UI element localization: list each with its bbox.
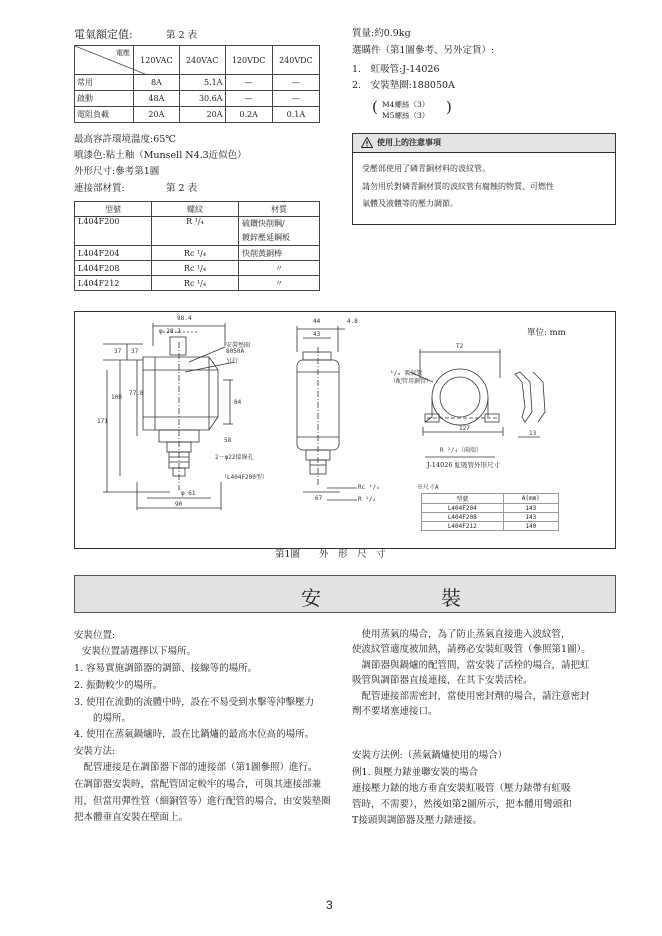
right-para-line: 配管連接部需密封，當使用密封劑的場合，請注意密封 <box>352 691 590 702</box>
rating-cell: — <box>225 75 272 91</box>
material-table-no: 第 2 表 <box>166 183 198 194</box>
rating-cell: 48A <box>134 91 180 107</box>
accessories: 選購件（第1圖參考、另外定貨）: <box>352 45 495 56</box>
rating-col: 120VAC <box>134 46 180 75</box>
unit-label: 單位: mm <box>527 328 566 338</box>
front-view <box>103 323 235 510</box>
spec-max-temp: 最高容許環境溫度:65℃ <box>74 134 176 145</box>
location-title: 安裝位置: <box>74 630 116 641</box>
rating-cell: — <box>272 91 319 107</box>
rating-cell: 5.1A <box>179 75 225 91</box>
table-row <box>75 276 320 291</box>
mass: 質量:約0.9kg <box>352 28 411 39</box>
rating-row-label: 啟動 <box>75 91 134 107</box>
rating-cell: 20A <box>179 107 225 123</box>
screw-2: M5螺絲（3） <box>382 111 430 120</box>
dim-label: 37 <box>114 348 122 355</box>
method-line: 配管連接是在調節器下部的連接部（第1圖參照）進行。 <box>74 762 318 773</box>
rating-header-label: 電壓 <box>116 49 130 57</box>
rating-cell: 20A <box>134 107 180 123</box>
dim-label: 127 <box>459 425 470 432</box>
thread-label: Rc ¹/₄ <box>358 484 380 491</box>
side-view <box>297 326 357 500</box>
material-cell: 〃 <box>239 276 320 291</box>
right-para-line: 吸管與調節器直接連接，在其下安裝活栓。 <box>352 675 533 686</box>
siphon-view <box>410 349 545 457</box>
dim-label: 13 <box>529 430 537 437</box>
bracket-right: ) <box>446 98 452 116</box>
screw-1: M4螺絲（3） <box>382 100 430 109</box>
material-header: 型號 <box>75 202 152 217</box>
bracket-left: ( <box>372 98 378 116</box>
dim-label: 4.8 <box>347 318 358 325</box>
rating-cell: — <box>225 91 272 107</box>
example-line: 連接壓力錶的地方垂直安裝虹吸管（壓力錶帶有虹吸 <box>352 783 571 794</box>
size-cell: L404F212 <box>422 522 504 531</box>
page-number: 3 <box>326 898 333 912</box>
pad-number: 8050A <box>226 348 245 355</box>
right-para-line: 劑不要堵塞連接口。 <box>352 706 438 717</box>
pipe-note: （配管用銅管） <box>390 378 433 385</box>
table-row <box>75 107 320 123</box>
rating-title: 電氣額定值: <box>74 28 133 41</box>
caution-line: 氣體及液體等的壓力調節。 <box>362 199 458 208</box>
material-model: L404F204 <box>75 246 152 261</box>
material-table <box>74 201 320 291</box>
method-title: 安裝方法: <box>74 746 116 757</box>
section-title: 安 裝 <box>301 586 511 610</box>
material-thread: Rc ¹/₄ <box>152 261 239 276</box>
dim-label: 171 <box>97 418 108 425</box>
dim-label: 58 <box>224 437 232 444</box>
spec-paint: 噴漆色:粘土釉（Munsell N4.3近似色） <box>74 150 247 161</box>
pad-note: 另行 <box>226 358 239 365</box>
table-row <box>422 513 559 522</box>
dim-label: 37 <box>131 348 139 355</box>
section-header <box>74 575 616 613</box>
rating-cell: — <box>272 75 319 91</box>
size-cell: 143 <box>503 504 558 513</box>
size-header: 型號 <box>422 494 504 504</box>
dim-label: 67 <box>315 495 323 502</box>
location-intro: 安裝位置請選擇以下場所。 <box>82 646 197 657</box>
size-cell: 140 <box>503 522 558 531</box>
material-thread: R ¹/₄ <box>152 217 239 246</box>
caution-box <box>352 133 616 225</box>
location-item: 1. 容易實施調節器的調節、接線等的場所。 <box>74 663 258 674</box>
example-title: 安裝方法例:（蒸氣鍋爐使用的場合） <box>352 750 508 761</box>
material-line: 鍍鋅壓延鋼板 <box>242 233 290 242</box>
rating-cell: 0.2A <box>225 107 272 123</box>
figure-box <box>74 311 616 549</box>
material-thread: Rc ¹/₄ <box>152 276 239 291</box>
model-note: （L404F200型） <box>221 474 268 481</box>
thread-label: R ¹/₄（兩端） <box>440 447 483 454</box>
material-line: 硫鑽快削鋼/ <box>242 219 285 228</box>
caution-line: 請勿用於對磷青銅材質的波紋管有腐蝕的物質、可燃性 <box>362 182 554 191</box>
material-cell: 〃 <box>239 261 320 276</box>
dim-label: 90 <box>175 501 183 508</box>
rating-col: 120VDC <box>225 46 272 75</box>
corner-diagonal <box>75 46 145 74</box>
rating-corner-cell <box>75 46 134 75</box>
caution-line: 受壓部使用了磷青銅材料的波紋管。 <box>362 164 490 173</box>
material-thread: Rc ¹/₄ <box>152 246 239 261</box>
size-table <box>421 493 559 531</box>
location-item: 3. 使用在流動的流體中時，設在不易受到水擊等沖擊壓力 <box>74 697 315 708</box>
example-line: 管時，不需要），然後如第2圖所示，把本體用彎頭和 <box>352 799 572 810</box>
right-para-line: 使波紋管適度被加熱，請務必安裝虹吸管（參照第1圖）。 <box>352 644 591 655</box>
location-item: 2. 振動較少的場所。 <box>74 680 163 691</box>
rating-table-no: 第 2 表 <box>166 30 198 41</box>
material-cell: 快削黃銅棒 <box>239 246 320 261</box>
size-note: ※尺寸A <box>417 484 439 491</box>
material-title: 連接部材質: <box>74 183 125 194</box>
size-header: A(mm) <box>503 494 558 504</box>
rating-cell: 8A <box>134 75 180 91</box>
dim-label: 77.8 <box>129 390 144 397</box>
rating-col: 240VDC <box>272 46 319 75</box>
material-header: 材質 <box>239 202 320 217</box>
method-line: 把本體垂直安裝在壁面上。 <box>74 812 189 823</box>
dim-label: φ 28.2 <box>159 328 181 335</box>
example-line: 例1. 與壓力錶並聯安裝的場合 <box>352 767 479 778</box>
pipe-label: ¹/₄ 吸氣管 <box>390 370 423 377</box>
rating-cell: 30.6A <box>179 91 225 107</box>
siphon-caption: J-14026 虹吸管外形尺寸 <box>427 461 501 469</box>
method-line: 用，但當用彈性管（細銅管等）進行配管的場合，由安裝墊圈 <box>74 796 331 807</box>
table-row <box>75 261 320 276</box>
figure-caption: 第1圖 外 形 尺 寸 <box>275 549 386 560</box>
table-row <box>75 75 320 91</box>
warning-icon <box>361 137 373 148</box>
dim-label: 84 <box>234 399 242 406</box>
right-para-line: 調節器與鍋爐的配管間，當安裝了活栓的場合，請把虹 <box>352 660 590 671</box>
table-row <box>75 246 320 261</box>
material-cell <box>239 217 320 246</box>
table-row <box>75 91 320 107</box>
dim-label: T2 <box>456 343 464 350</box>
method-line: 在調節器安裝時，當配管固定較牢的場合，可與其連接部兼 <box>74 779 322 790</box>
rating-col: 240VAC <box>179 46 225 75</box>
rating-row-label: 常用 <box>75 75 134 91</box>
spec-dimensions: 外形尺寸:參考第1圖 <box>74 166 160 177</box>
dim-label: 43 <box>313 331 321 338</box>
rating-row-label: 電阻負載 <box>75 107 134 123</box>
material-model: L404F208 <box>75 261 152 276</box>
size-cell: 143 <box>503 513 558 522</box>
table-row <box>422 504 559 513</box>
material-header: 螺紋 <box>152 202 239 217</box>
dim-label: 100 <box>111 394 122 401</box>
right-para-line: 使用蒸氣的場合，為了防止蒸氣直接進入波紋管， <box>352 629 571 640</box>
table-row <box>75 217 320 246</box>
rating-table <box>74 45 320 123</box>
location-item: 4. 使用在蒸氣鍋爐時，設在比鍋爐的最高水位高的場所。 <box>74 729 315 740</box>
material-model: L404F200 <box>75 217 152 246</box>
caution-title: 使用上的注意事項 <box>377 138 441 147</box>
rating-cell: 0.1A <box>272 107 319 123</box>
location-item: 的場所。 <box>74 713 132 724</box>
dim-label: 98.4 <box>177 315 192 322</box>
material-model: L404F212 <box>75 276 152 291</box>
accessory-item-1: 1. 虹吸管:J-14026 <box>352 64 440 75</box>
thread-label: R ¹/₄ <box>358 496 377 503</box>
size-cell: L404F208 <box>422 513 504 522</box>
pad-label: 安裝墊圈 <box>226 342 251 349</box>
example-line: T接頭與調節器及壓力錶連接。 <box>352 815 482 826</box>
holes-label: 2－φ22接線孔 <box>215 454 254 461</box>
table-row <box>422 522 559 531</box>
size-cell: L404F204 <box>422 504 504 513</box>
accessory-item-2: 2. 安裝墊圈:188050A <box>352 80 455 91</box>
dim-label: 44 <box>313 318 321 325</box>
caution-header <box>352 133 616 153</box>
dim-label: φ 61 <box>181 490 196 497</box>
